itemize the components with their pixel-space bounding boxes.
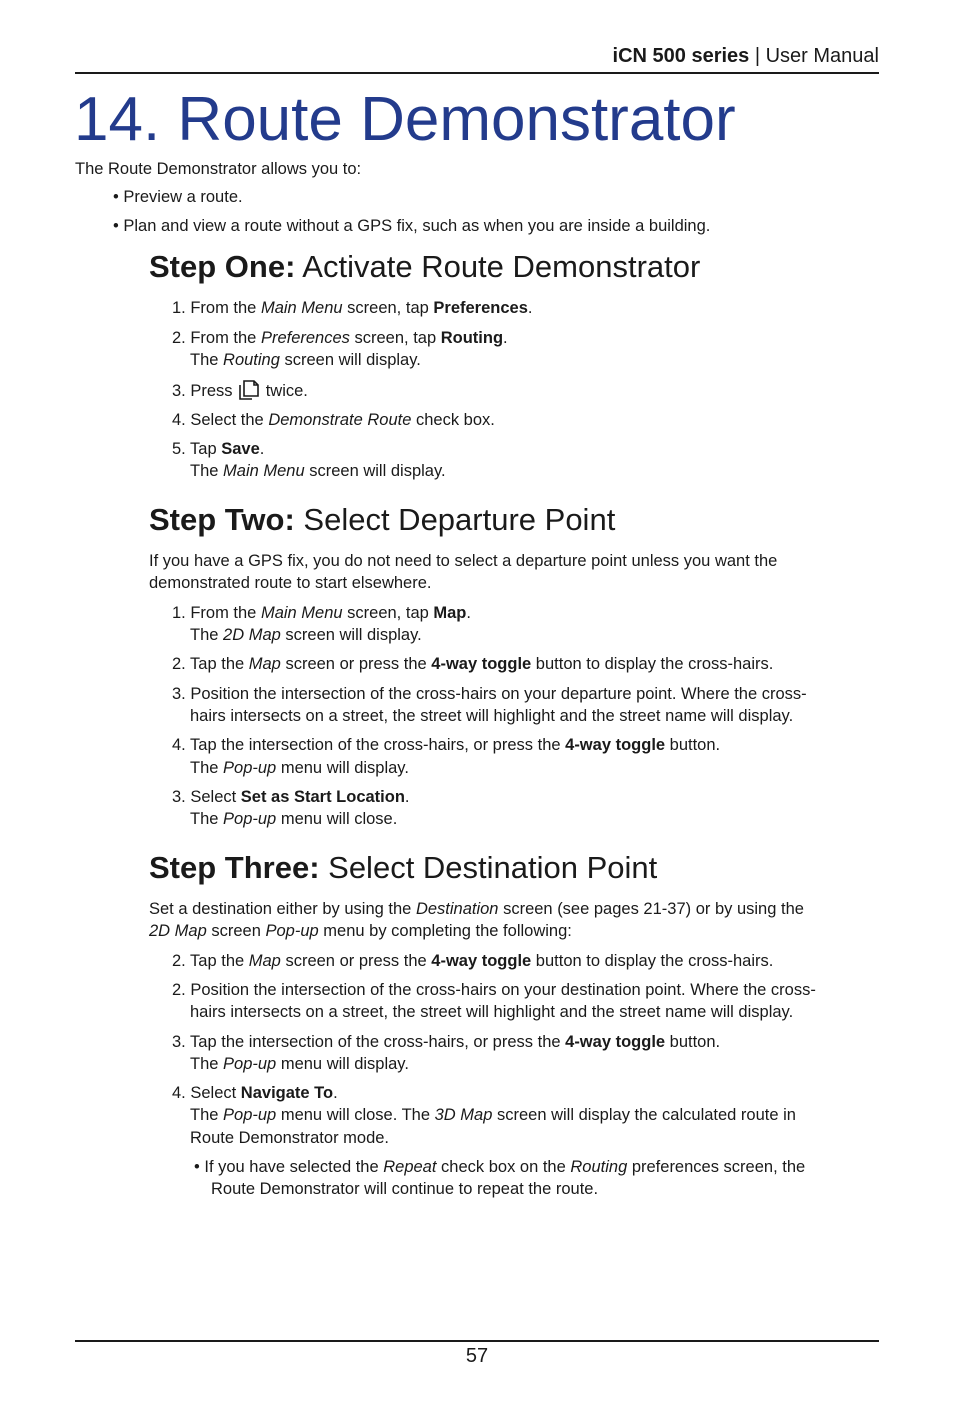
step-item-continued: hairs intersects on a street, the street will highlight and the street name will display. — [190, 707, 794, 725]
intro-lead: The Route Demonstrator allows you to: — [75, 160, 362, 178]
step-three-paragraph: 2D Map screen Pop-up menu by completing the following: — [149, 922, 572, 940]
step-item: 3. Position the intersection of the cross-hairs on your departure point. Where the cross- — [172, 685, 807, 703]
copy-pages-icon — [237, 379, 261, 401]
chapter-title: 14. Route Demonstrator — [74, 85, 736, 154]
footer-rule — [75, 1340, 879, 1342]
step-result: The Pop-up menu will display. — [190, 759, 409, 777]
section-heading-step-two: Step Two: Select Departure Point — [149, 502, 616, 537]
step-item: 2. Tap the Map screen or press the 4-way toggle button to display the cross-hairs. — [172, 952, 774, 970]
section-heading-step-three: Step Three: Select Destination Point — [149, 850, 658, 885]
step-result: The Main Menu screen will display. — [190, 462, 446, 480]
step-result: The Routing screen will display. — [190, 351, 421, 369]
step-item: 4. Select Navigate To. — [172, 1084, 338, 1102]
step-item: 1. From the Main Menu screen, tap Preferences. — [172, 299, 533, 317]
step-result: The 2D Map screen will display. — [190, 626, 422, 644]
step-item: 1. From the Main Menu screen, tap Map. — [172, 604, 471, 622]
step-three-paragraph: Set a destination either by using the Destination screen (see pages 21-37) or by using the — [149, 900, 804, 918]
step-item: 2. Position the intersection of the cross-hairs on your destination point. Where the cross- — [172, 981, 816, 999]
step-item: 3. Tap the intersection of the cross-hairs, or press the 4-way toggle button. — [172, 1033, 721, 1051]
step-two-paragraph: demonstrated route to start elsewhere. — [149, 574, 432, 592]
step-result: The Pop-up menu will display. — [190, 1055, 409, 1073]
step-item: 2. Tap the Map screen or press the 4-way toggle button to display the cross-hairs. — [172, 655, 774, 673]
header-doc-title: User Manual — [765, 45, 879, 67]
page-number: 57 — [465, 1345, 489, 1367]
intro-bullet: • Preview a route. — [113, 188, 243, 206]
running-header — [613, 44, 879, 68]
note-bullet-continued: Route Demonstrator will continue to repeat the route. — [211, 1180, 599, 1198]
step-result-continued: Route Demonstrator mode. — [190, 1129, 390, 1147]
step-item: 3. Select Set as Start Location. — [172, 788, 410, 806]
section-heading-step-one: Step One: Activate Route Demonstrator — [149, 249, 701, 284]
header-product: iCN 500 series — [612, 45, 750, 67]
step-result: The Pop-up menu will close. — [190, 810, 398, 828]
step-result: The Pop-up menu will close. The 3D Map screen will display the calculated route in — [190, 1106, 796, 1124]
header-rule — [75, 72, 879, 74]
step-item: 4. Select the Demonstrate Route check box. — [172, 411, 495, 429]
note-bullet: • If you have selected the Repeat check box on the Routing preferences screen, the — [194, 1158, 806, 1176]
step-two-paragraph: If you have a GPS fix, you do not need to select a departure point unless you want the — [149, 552, 778, 570]
intro-bullet: • Plan and view a route without a GPS fix, such as when you are inside a building. — [113, 217, 711, 235]
step-item: 2. From the Preferences screen, tap Routing. — [172, 329, 508, 347]
step-item: 4. Tap the intersection of the cross-hairs, or press the 4-way toggle button. — [172, 736, 721, 754]
header-separator: | — [749, 45, 766, 67]
step-item-continued: hairs intersects on a street, the street will highlight and the street name will display. — [190, 1003, 794, 1021]
step-item: 5. Tap Save. — [172, 440, 265, 458]
step-item: 3. Press twice. — [172, 379, 308, 402]
